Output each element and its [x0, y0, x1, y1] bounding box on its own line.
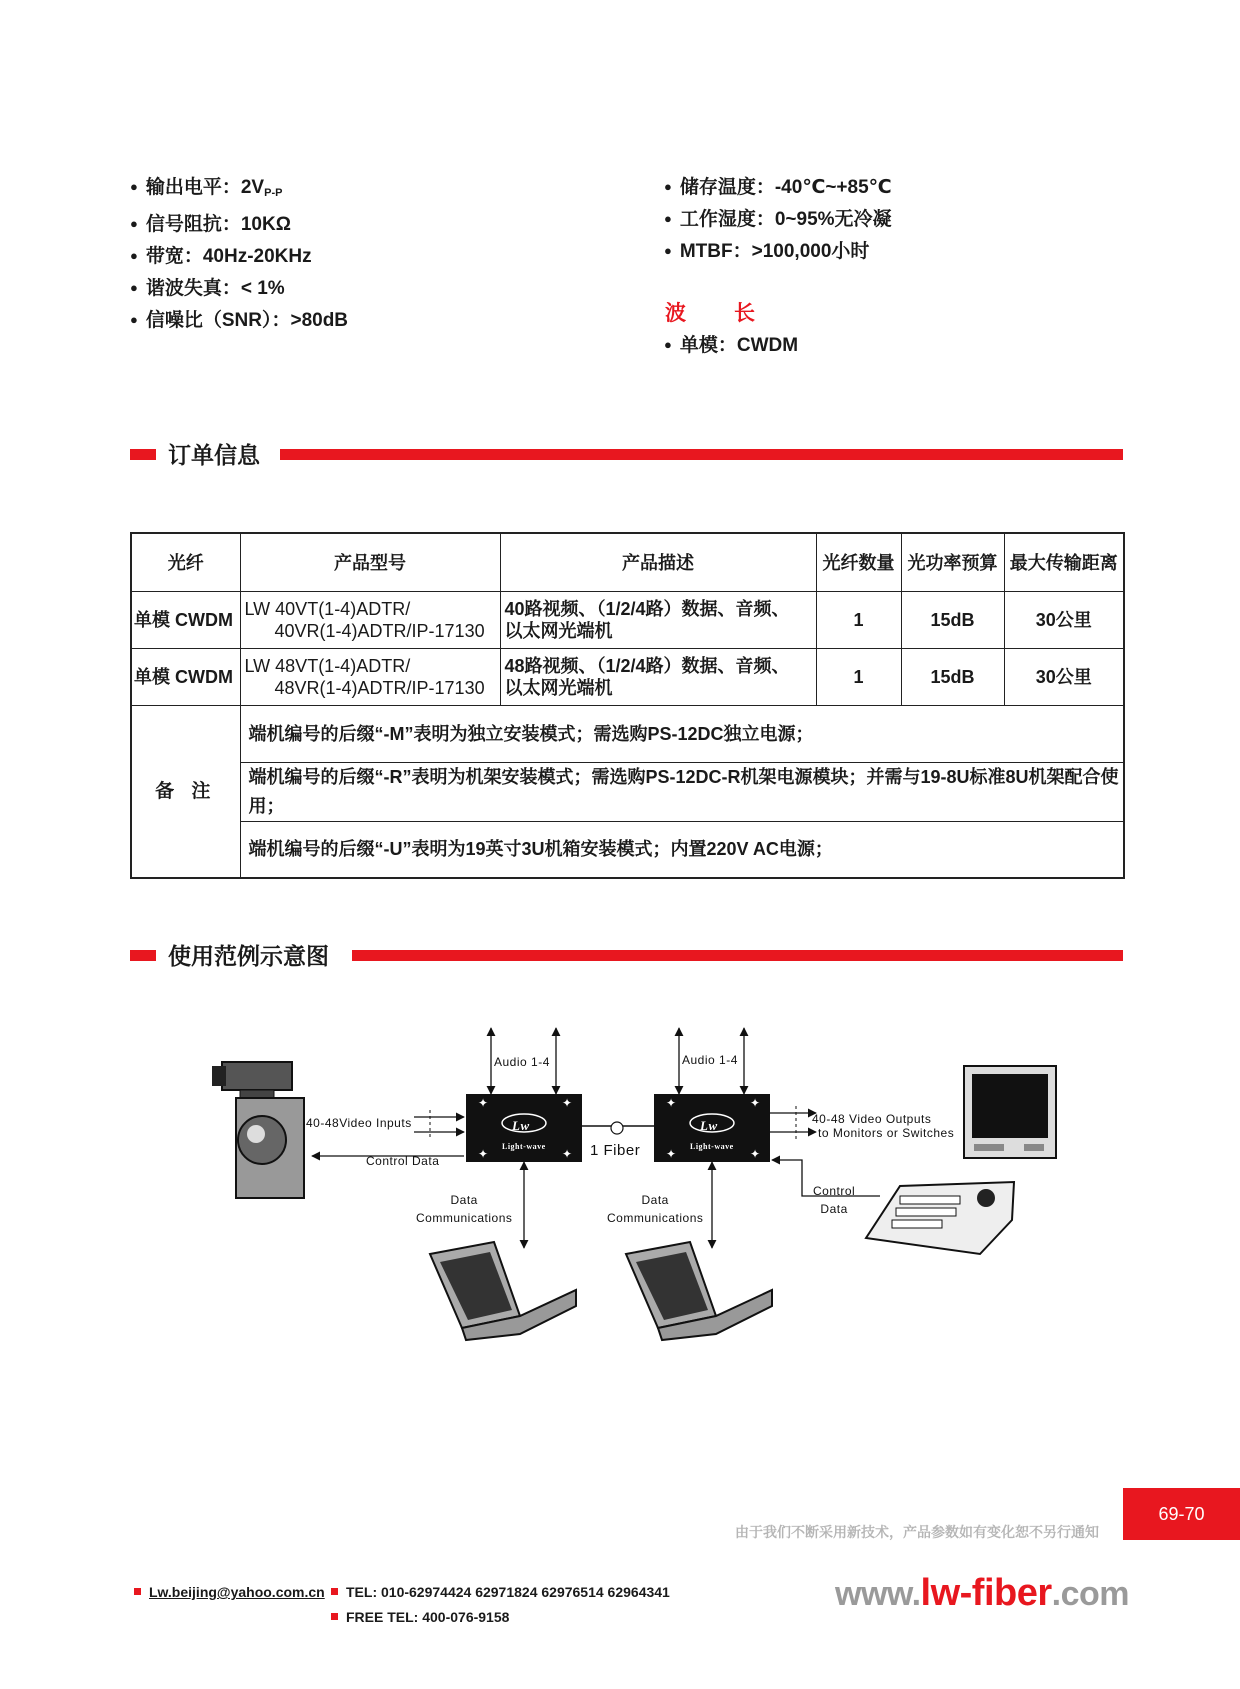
video-outputs-line: 40-48 Video Outputs: [812, 1112, 932, 1126]
usage-diagram: [0, 990, 1240, 1350]
spec-item-humidity: [664, 204, 892, 236]
col-header-description: 产品描述: [500, 533, 816, 592]
video-outputs-line: to Monitors or Switches: [818, 1126, 955, 1140]
monitor-icon: [964, 1066, 1056, 1158]
cell-max-distance: 30公里: [1004, 592, 1124, 649]
description-line: 以太网光端机: [504, 621, 613, 641]
usage-section-title: 使用范例示意图: [168, 943, 329, 969]
section-marker: [130, 449, 156, 460]
bullet-square: [331, 1613, 338, 1620]
note-item: 端机编号的后缀“-R”表明为机架安装模式；需选购PS-12DC-R机架电源模块；并需与19-8U标准8U机架配合使用；: [240, 763, 1124, 822]
section-rule: [280, 449, 1123, 460]
free-tel-number: FREE TEL: 400-076-9158: [346, 1609, 510, 1625]
control-data-label-right: [813, 1182, 855, 1218]
video-outputs-label: [812, 1112, 954, 1140]
svg-text:✦: ✦: [666, 1096, 677, 1110]
description-line: 40路视频、（1/2/4路）数据、音频、: [504, 599, 790, 619]
spec-item-distortion: [130, 273, 348, 305]
tel-numbers: TEL: 010-62974424 62971824 62976514 62964341: [346, 1584, 670, 1600]
order-table: [130, 532, 1125, 879]
device-brand: Light-wave: [502, 1142, 546, 1151]
svg-text:✦: ✦: [562, 1147, 573, 1161]
table-row: [131, 649, 1124, 706]
device-logo: Lw: [700, 1118, 718, 1133]
section-marker: [130, 950, 156, 961]
order-table-header-row: [131, 533, 1124, 592]
note-item: 端机编号的后缀“-M”表明为独立安装模式；需选购PS-12DC独立电源；: [240, 706, 1124, 763]
model-line: 48VR(1-4)ADTR/IP-17130: [274, 678, 485, 698]
controller-keyboard-icon: [866, 1182, 1014, 1254]
spec-item-output-level: [130, 172, 348, 209]
svg-text:✦: ✦: [478, 1147, 489, 1161]
website-domain: lw-fiber: [920, 1572, 1052, 1614]
cell-description: [500, 649, 816, 706]
cell-power-budget: 15dB: [901, 649, 1004, 706]
cell-model: [240, 592, 500, 649]
control-data-line: Data: [820, 1202, 848, 1216]
svg-text:✦: ✦: [666, 1147, 677, 1161]
data-comm-label-right: [607, 1191, 703, 1227]
cell-fiber-count: 1: [816, 649, 901, 706]
diagram-graphics: [0, 990, 1240, 1350]
col-header-fiber-count: 光纤数量: [816, 533, 901, 592]
note-item: 端机编号的后缀“-U”表明为19英寸3U机箱安装模式；内置220V AC电源；: [240, 822, 1124, 879]
col-header-model: 产品型号: [240, 533, 500, 592]
control-data-line: Control: [813, 1184, 856, 1198]
spec-text: 信噪比（SNR）：>80dB: [145, 310, 349, 331]
website-link[interactable]: [835, 1572, 1129, 1615]
svg-text:✦: ✦: [478, 1096, 489, 1110]
website-suffix: .com: [1051, 1575, 1130, 1613]
table-row: [131, 592, 1124, 649]
description-line: 48路视频、（1/2/4路）数据、音频、: [504, 656, 790, 676]
fiber-label: 1 Fiber: [590, 1142, 641, 1159]
spec-text: 信号阻抗：10KΩ: [145, 214, 291, 235]
device-brand: Light-wave: [690, 1142, 734, 1151]
cell-model: [240, 649, 500, 706]
spec-text: 单模：CWDM: [679, 335, 799, 356]
section-rule: [352, 950, 1123, 961]
svg-text:✦: ✦: [750, 1147, 761, 1161]
audio-label-left: Audio 1-4: [494, 1055, 550, 1069]
model-line: LW 40VT(1-4)ADTR/: [244, 599, 411, 619]
spec-text: 输出电平：2V: [145, 177, 265, 198]
email-link[interactable]: Lw.beijing@yahoo.com.cn: [149, 1584, 325, 1600]
col-header-fiber: 光纤: [131, 533, 240, 592]
svg-text:✦: ✦: [750, 1096, 761, 1110]
spec-item-singlemode: [664, 330, 798, 362]
page-number: 69-70: [1123, 1488, 1240, 1540]
order-section-header: [130, 440, 1123, 470]
spec-item-impedance: [130, 209, 348, 241]
cell-power-budget: 15dB: [901, 592, 1004, 649]
cell-fiber: 单模 CWDM: [131, 592, 240, 649]
spec-item-mtbf: [664, 236, 892, 268]
change-notice: 由于我们不断采用新技术，产品参数如有变化恕不另行通知: [735, 1524, 1099, 1540]
notes-row: [131, 763, 1124, 822]
cell-fiber-count: 1: [816, 592, 901, 649]
col-header-max-distance: 最大传输距离: [1004, 533, 1124, 592]
bullet-square: [134, 1588, 141, 1595]
spec-text: 带宽：40Hz-20KHz: [145, 246, 312, 267]
contact-free-tel-line: [331, 1609, 509, 1625]
audio-label-right: Audio 1-4: [682, 1053, 738, 1067]
bullet-square: [331, 1588, 338, 1595]
data-comm-label-left: [416, 1191, 512, 1227]
spec-text: 谐波失真：< 1%: [145, 278, 285, 299]
spec-subscript: P-P: [264, 187, 283, 199]
device-logo: Lw: [512, 1118, 530, 1133]
spec-list-left: [130, 172, 348, 337]
cell-fiber: 单模 CWDM: [131, 649, 240, 706]
data-comm-line: Data: [641, 1193, 669, 1207]
spec-text: 储存温度：-40℃~+85℃: [679, 177, 892, 198]
camera-icon: [212, 1062, 304, 1198]
website-prefix: www.: [835, 1575, 921, 1613]
wavelength-list: [664, 330, 798, 362]
data-comm-line: Communications: [416, 1211, 513, 1225]
wavelength-heading: 波 长: [665, 302, 757, 325]
order-section-title: 订单信息: [168, 442, 260, 468]
model-line: LW 48VT(1-4)ADTR/: [244, 656, 411, 676]
usage-section-header: [130, 941, 1123, 971]
cell-description: [500, 592, 816, 649]
spec-text: 工作湿度：0~95%无冷凝: [679, 209, 892, 230]
contact-email-line: [134, 1584, 325, 1600]
col-header-power-budget: 光功率预算: [901, 533, 1004, 592]
model-line: 40VR(1-4)ADTR/IP-17130: [274, 621, 485, 641]
laptop-icon: [626, 1242, 772, 1340]
description-line: 以太网光端机: [504, 678, 613, 698]
spec-text: MTBF：>100,000小时: [679, 241, 870, 262]
cell-max-distance: 30公里: [1004, 649, 1124, 706]
spec-item-bandwidth: [130, 241, 348, 273]
control-data-label-left: Control Data: [366, 1154, 440, 1168]
data-comm-line: Communications: [607, 1211, 704, 1225]
contact-tel-line: [331, 1584, 670, 1600]
spec-item-storage-temp: [664, 172, 892, 204]
spec-list-right: [664, 172, 892, 268]
notes-row: [131, 706, 1124, 763]
notes-label: 备 注: [131, 706, 240, 879]
fiber-connector-icon: [611, 1122, 623, 1134]
laptop-icon: [430, 1242, 576, 1340]
spec-item-snr: [130, 305, 348, 337]
video-inputs-label: 40-48Video Inputs: [306, 1116, 412, 1130]
notes-row: [131, 822, 1124, 879]
svg-text:✦: ✦: [562, 1096, 573, 1110]
data-comm-line: Data: [450, 1193, 478, 1207]
